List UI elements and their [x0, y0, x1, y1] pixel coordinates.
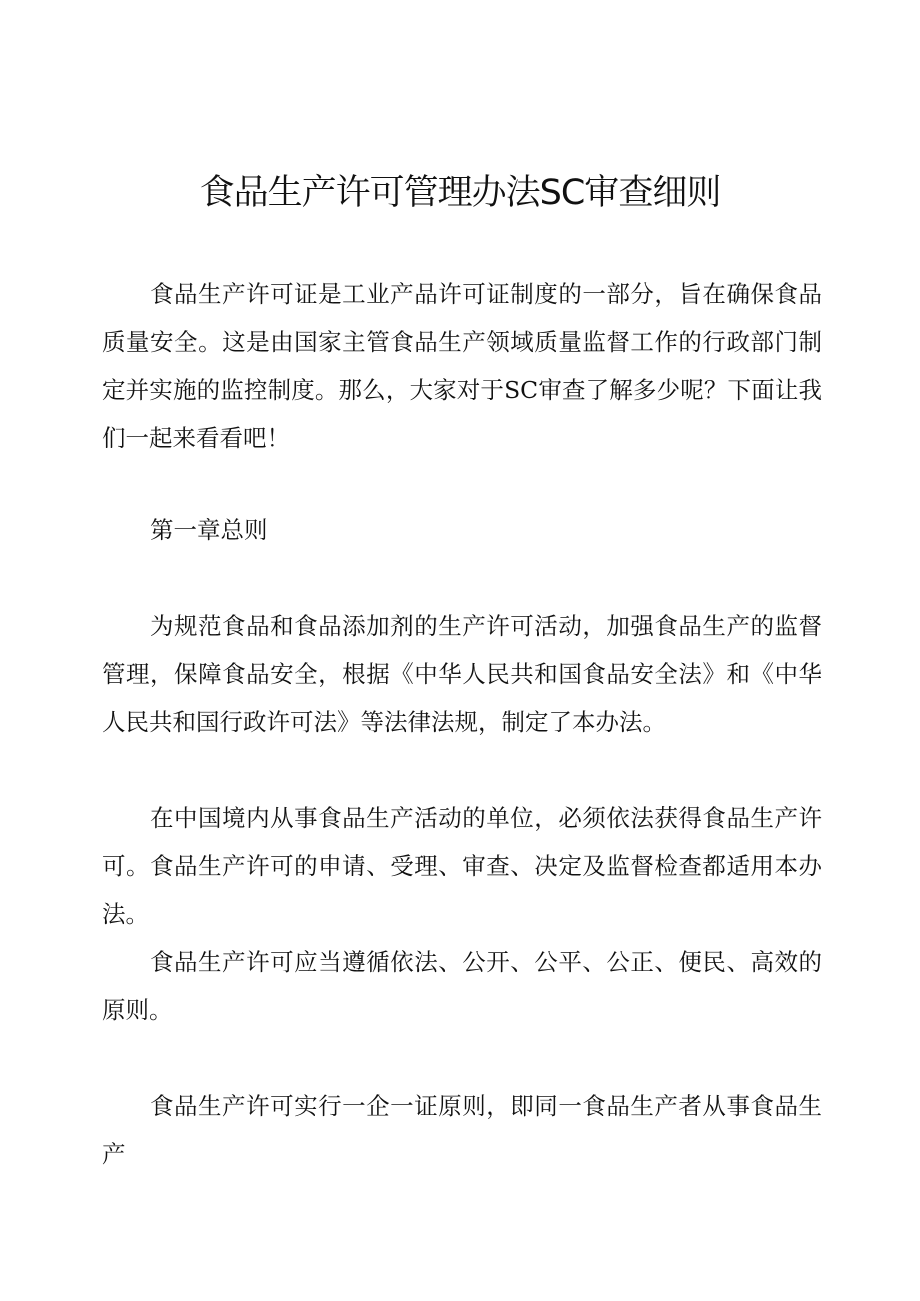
- paragraph-one-enterprise-one-license: 食品生产许可实行一企一证原则，即同一食品生产者从事食品生产: [102, 1092, 822, 1168]
- paragraph-principles: 食品生产许可应当遵循依法、公开、公平、公正、便民、高效的原则。: [102, 948, 822, 1024]
- document-title: 食品生产许可管理办法SC审查细则: [199, 173, 721, 213]
- paragraph-intro: 食品生产许可证是工业产品许可证制度的一部分，旨在确保食品质量安全。这是由国家主管食品生产领域质量监督工作的行政部门制定并实施的监控制度。那么，大家对于SC审查了解多少呢？下面让我们一起来看看吧！: [102, 280, 822, 452]
- paragraph-scope: 在中国境内从事食品生产活动的单位，必须依法获得食品生产许可。食品生产许可的申请、受理、审查、决定及监督检查都适用本办法。: [102, 804, 822, 928]
- chapter-heading: 第一章总则: [150, 516, 268, 544]
- paragraph-purpose: 为规范食品和食品添加剂的生产许可活动，加强食品生产的监督管理，保障食品安全，根据《中华人民共和国食品安全法》和《中华人民共和国行政许可法》等法律法规，制定了本办法。: [102, 612, 822, 736]
